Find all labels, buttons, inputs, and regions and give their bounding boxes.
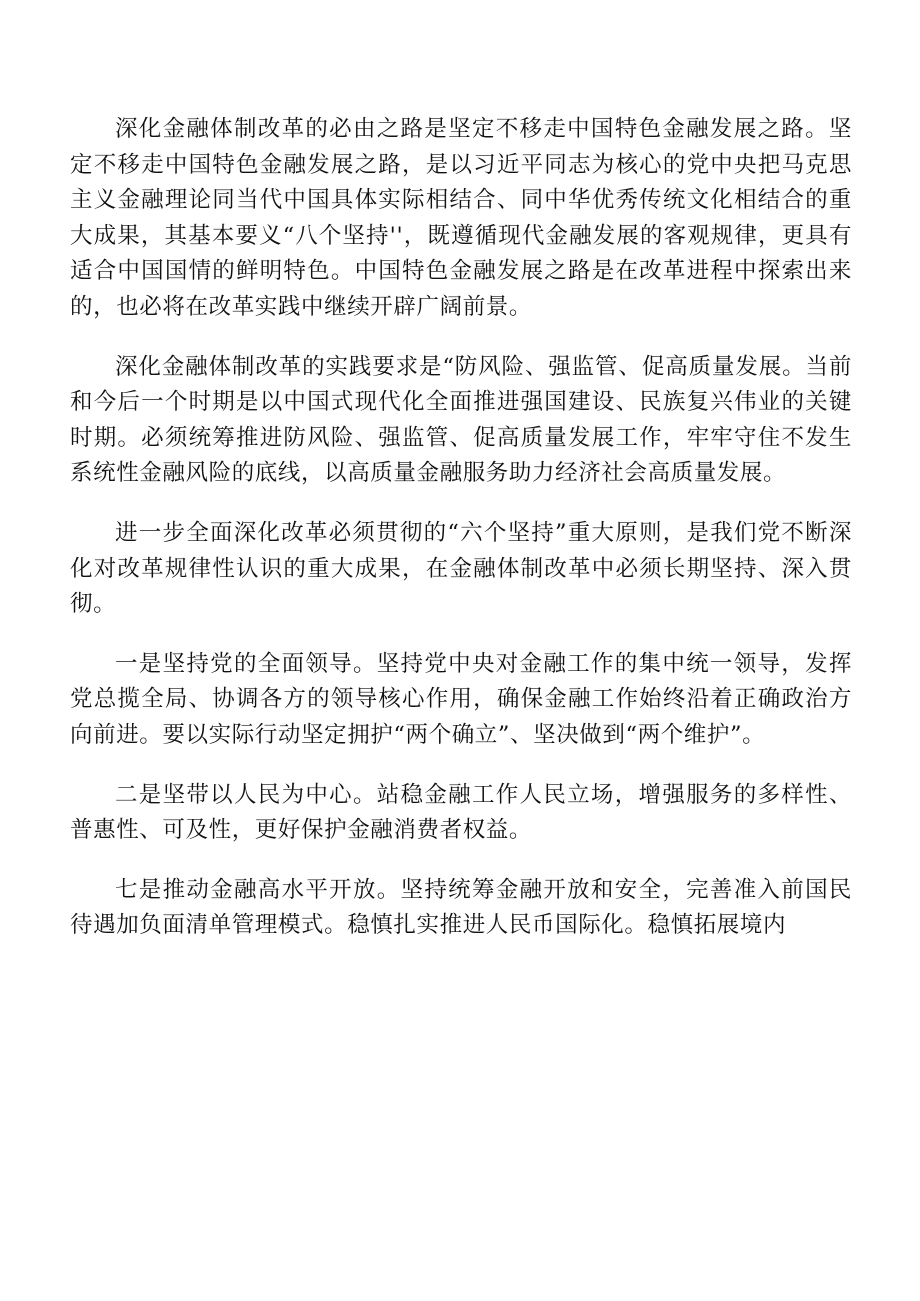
paragraph-party-leadership: 一是坚持党的全面领导。坚持党中央对金融工作的集中统一领导，发挥党总揽全局、协调各方的领导核心作用，确保金融工作始终沿着正确政治方向前进。要以实际行动坚定拥护“两个确立”、坚决做到“两个维护”。 xyxy=(70,650,852,748)
document-body xyxy=(70,112,852,944)
paragraph-six-principles: 进一步全面深化改革必须贯彻的“六个坚持”重大原则，是我们党不断深化对改革规律性认识的重大成果，在金融体制改革中必须长期坚持、深入贯彻。 xyxy=(70,519,852,618)
paragraph-practice-requirements: 深化金融体制改革的实践要求是“防风险、强监管、促高质量发展。当前和今后一个时期是以中国式现代化全面推进强国建设、民族复兴伟业的关键时期。必须统筹推进防风险、强监管、促高质量发展工作，牢牢守住不发生系统性金融风险的底线，以高质量金融服务助力经济社会高质量发展。 xyxy=(70,353,852,487)
paragraph-financial-path: 深化金融体制改革的必由之路是坚定不移走中国特色金融发展之路。坚定不移走中国特色金融发展之路，是以习近平同志为核心的党中央把马克思主义金融理论同当代中国具体实际相结合、同中华优秀传统文化相结合的重大成果，其基本要义“八个坚持''，既遵循现代金融发展的客观规律，更具有适合中国国情的鲜明特色。中国特色金融发展之路是在改革进程中探索出来的，也必将在改革实践中继续开辟广阔前景。 xyxy=(70,116,852,320)
paragraph-people-centered: 二是坚带以人民为中心。站稳金融工作人民立场，增强服务的多样性、普惠性、可及性，更好保护金融消费者权益。 xyxy=(70,781,852,844)
paragraph-financial-opening: 七是推动金融高水平开放。坚持统筹金融开放和安全，完善准入前国民待遇加负面清单管理模式。稳慎扎实推进人民币国际化。稳慎拓展境内 xyxy=(70,876,852,939)
